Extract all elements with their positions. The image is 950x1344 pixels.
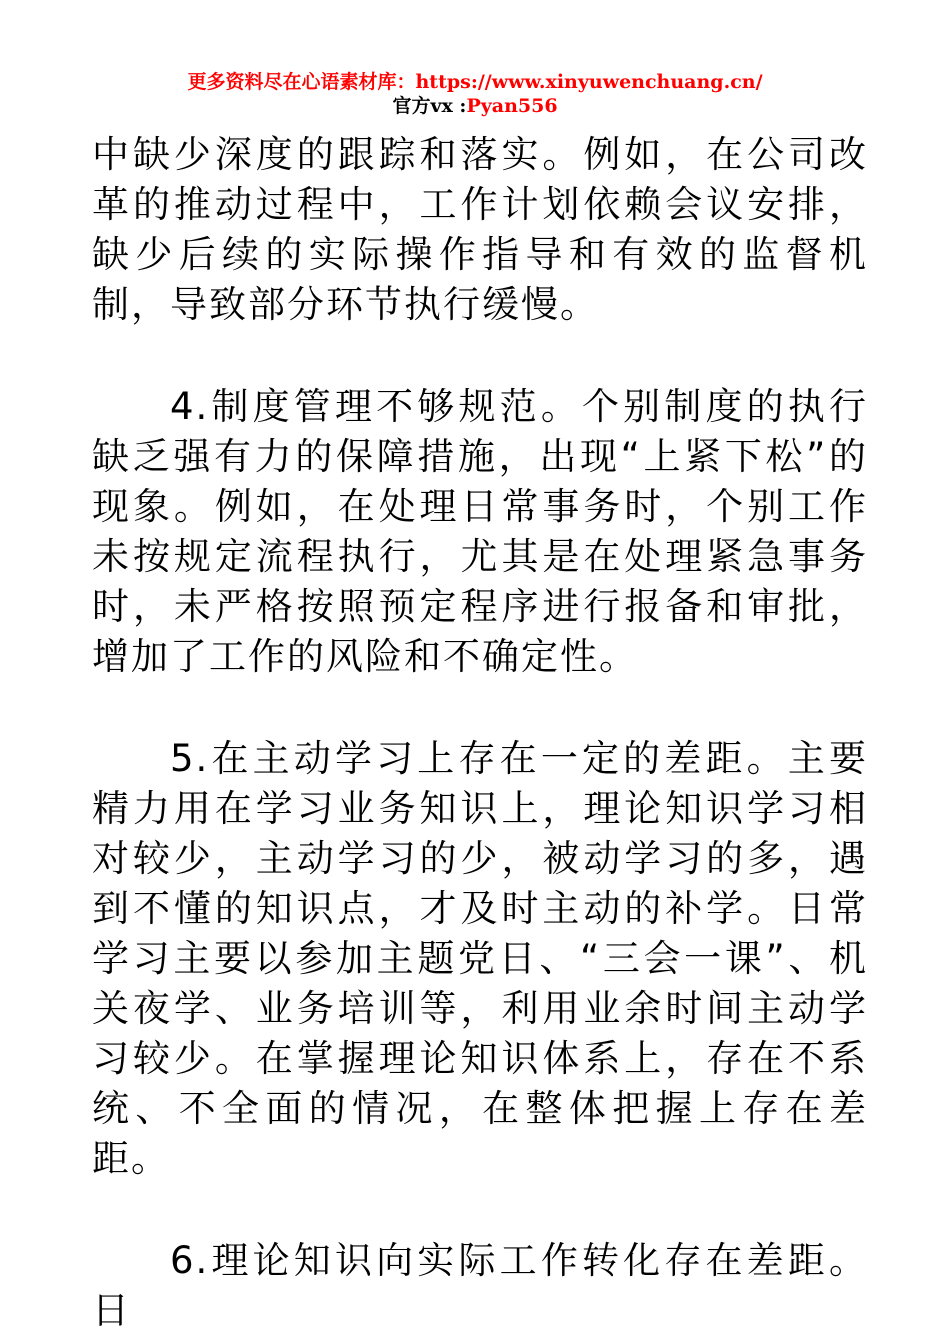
- paragraph-gap: [92, 1184, 868, 1236]
- page-header: [0, 70, 950, 118]
- document-body: [92, 130, 868, 1336]
- promo-line: 更多资料尽在心语素材库：https://www.xinyuwenchuang.cn/: [187, 71, 763, 93]
- paragraph-continuation: 中缺少深度的跟踪和落实。例如，在公司改革的推动过程中，工作计划依赖会议安排，缺少后续的实际操作指导和有效的监督机制，导致部分环节执行缓慢。: [92, 133, 868, 326]
- wechat-prefix: 官方vx :: [392, 95, 467, 117]
- wechat-line: [0, 94, 950, 118]
- paragraph-gap: [92, 682, 868, 734]
- wechat-id: Pyan556: [466, 95, 558, 117]
- paragraph-gap: [92, 330, 868, 382]
- paragraph-item-5: 5.在主动学习上存在一定的差距。主要精力用在学习业务知识上，理论知识学习相对较少，主动学习的少，被动学习的多，遇到不懂的知识点，才及时主动的补学。日常学习主要以参加主题党日、“三会一课”、机关夜学、业务培训等，利用业余时间主动学习较少。在掌握理论知识体系上，存在不系统、不全面的情况，在整体把握上存在差距。: [92, 737, 868, 1180]
- paragraph-item-6: 6.理论知识向实际工作转化存在差距。日: [92, 1239, 868, 1332]
- paragraph-item-4: 4.制度管理不够规范。个别制度的执行缺乏强有力的保障措施，出现“上紧下松”的现象。例如，在处理日常事务时，个别工作未按规定流程执行，尤其是在处理紧急事务时，未严格按照预定程序进行报备和审批，增加了工作的风险和不确定性。: [92, 385, 868, 678]
